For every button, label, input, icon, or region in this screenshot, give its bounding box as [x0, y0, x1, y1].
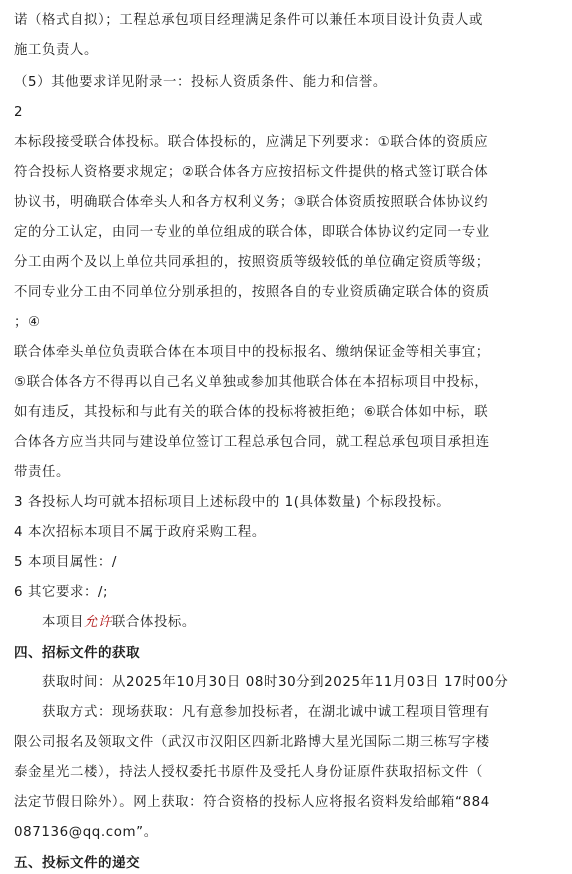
body-line: 3 各投标人均可就本招标项目上述标段中的 1(具体数量) 个标段投标。	[14, 495, 451, 510]
acquire-method-line: 泰金星光二楼），持法人授权委托书原件及受托人身份证原件获取招标文件（	[14, 765, 483, 780]
body-line: ⑤联合体各方不得再以自己名义单独或参加其他联合体在本招标项目中投标，	[14, 375, 489, 390]
body-line: 定的分工认定，由同一专业的单位组成的联合体，即联合体协议约定同一专业	[14, 225, 490, 240]
body-line: （5）其他要求详见附录一：投标人资质条件、能力和信誉。	[14, 75, 387, 90]
body-line: 合体各方应当共同与建设单位签订工程总承包合同，就工程总承包项目承担连	[14, 435, 490, 450]
body-line: 6 其它要求：/;	[14, 585, 109, 600]
body-line: 本标段接受联合体投标。联合体投标的，应满足下列要求：①联合体的资质应	[14, 135, 489, 150]
body-line: 分工由两个及以上单位共同承担的，按照资质等级较低的单位确定资质等级；	[14, 255, 490, 270]
allow-suffix: 联合体投标。	[111, 615, 196, 630]
acquire-method-line: 087136@qq.com”。	[14, 825, 158, 840]
body-line: 联合体牵头单位负责联合体在本项目中的投标报名、缴纳保证金等相关事宜；	[14, 345, 490, 360]
body-line: 协议书，明确联合体牵头人和各方权利义务；③联合体资质按照联合体协议约	[14, 195, 489, 210]
acquire-method-line: 法定节假日除外）。网上获取：符合资格的投标人应将报名资料发给邮箱“884	[14, 795, 490, 810]
body-line: ；④	[14, 315, 41, 330]
body-line: 带责任。	[14, 465, 70, 480]
body-line: 不同专业分工由不同单位分别承担的，按照各自的专业资质确定联合体的资质	[14, 285, 490, 300]
acquire-time-line: 获取时间：从2025年10月30日 08时30分到2025年11月03日 17时00分	[42, 675, 509, 690]
body-line: 5 本项目属性：/	[14, 555, 118, 570]
section-4-heading: 四、招标文件的获取	[14, 645, 140, 661]
body-line: 4 本次招标本项目不属于政府采购工程。	[14, 525, 266, 540]
joint-bid-allowed-line	[42, 614, 196, 632]
body-line: 施工负责人。	[14, 43, 98, 58]
body-line: 2	[14, 105, 24, 120]
body-line: 诺（格式自拟）；工程总承包项目经理满足条件可以兼任本项目设计负责人或	[14, 13, 483, 28]
section-5-heading: 五、投标文件的递交	[14, 855, 140, 871]
allow-emphasis: 允许	[83, 615, 112, 630]
body-line: 符合投标人资格要求规定；②联合体各方应按招标文件提供的格式签订联合体	[14, 165, 489, 180]
body-line: 如有违反，其投标和与此有关的联合体的投标将被拒绝；⑥联合体如中标，联	[14, 405, 489, 420]
acquire-method-line: 获取方式：现场获取：凡有意参加投标者，在湖北诚中诚工程项目管理有	[42, 705, 490, 720]
allow-prefix: 本项目	[42, 615, 84, 630]
acquire-method-line: 限公司报名及领取文件（武汉市汉阳区四新北路博大星光国际二期三栋写字楼	[14, 735, 490, 750]
